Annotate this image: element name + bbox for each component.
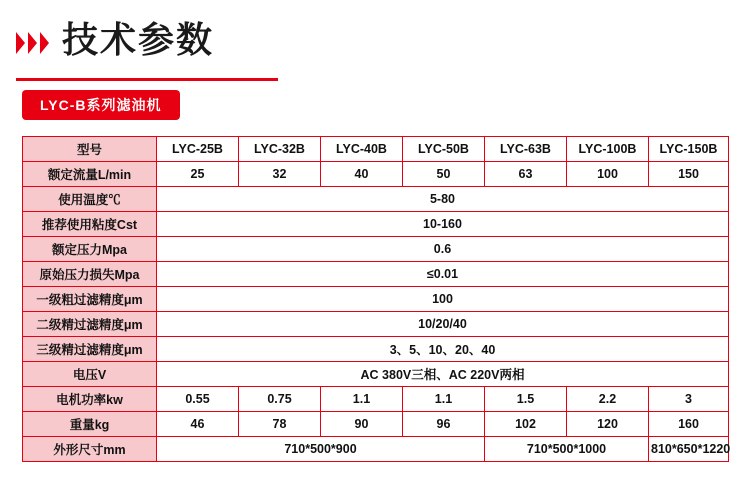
table-row	[23, 287, 729, 312]
table-cell: 1.1	[321, 387, 403, 412]
table-row	[23, 362, 729, 387]
table-cell: 96	[403, 412, 485, 437]
row-header-cell: 额定压力Mpa	[23, 237, 157, 262]
chevron-right-icon	[16, 32, 25, 54]
table-cell: 5-80	[157, 187, 729, 212]
chevron-right-icon-group	[16, 32, 49, 54]
table-row	[23, 262, 729, 287]
chevron-right-icon	[40, 32, 49, 54]
row-header-cell: 型号	[23, 137, 157, 162]
table-cell: 1.5	[485, 387, 567, 412]
row-header-cell: 原始压力损失Mpa	[23, 262, 157, 287]
table-cell: 120	[567, 412, 649, 437]
table-cell: 10/20/40	[157, 312, 729, 337]
table-cell: 150	[649, 162, 729, 187]
series-label-text: LYC-B系列滤油机	[40, 97, 162, 113]
table-cell: 102	[485, 412, 567, 437]
column-header-cell: LYC-25B	[157, 137, 239, 162]
page-header	[0, 14, 750, 70]
row-header-cell: 电压V	[23, 362, 157, 387]
table-row	[23, 212, 729, 237]
column-header-cell: LYC-100B	[567, 137, 649, 162]
table-cell: 2.2	[567, 387, 649, 412]
table-cell: 78	[239, 412, 321, 437]
table-cell: 3	[649, 387, 729, 412]
table-cell: 1.1	[403, 387, 485, 412]
page-title: 技术参数	[62, 19, 215, 60]
row-header-cell: 一级粗过滤精度μm	[23, 287, 157, 312]
table-cell: 32	[239, 162, 321, 187]
spec-table-container	[22, 136, 731, 462]
table-cell: 10-160	[157, 212, 729, 237]
table-cell: 0.6	[157, 237, 729, 262]
table-row	[23, 162, 729, 187]
column-header-cell: LYC-63B	[485, 137, 567, 162]
table-cell: 63	[485, 162, 567, 187]
row-header-cell: 外形尺寸mm	[23, 437, 157, 462]
table-cell: 0.75	[239, 387, 321, 412]
table-cell: 50	[403, 162, 485, 187]
table-row	[23, 137, 729, 162]
row-header-cell: 三级精过滤精度μm	[23, 337, 157, 362]
column-header-cell: LYC-32B	[239, 137, 321, 162]
title-underline	[16, 78, 278, 81]
table-cell: 40	[321, 162, 403, 187]
series-label-badge	[22, 90, 180, 120]
table-cell: 810*650*1220	[649, 437, 729, 462]
table-row	[23, 387, 729, 412]
table-row	[23, 187, 729, 212]
row-header-cell: 电机功率kw	[23, 387, 157, 412]
row-header-cell: 二级精过滤精度μm	[23, 312, 157, 337]
table-cell: 90	[321, 412, 403, 437]
table-row	[23, 237, 729, 262]
chevron-right-icon	[28, 32, 37, 54]
table-cell: 0.55	[157, 387, 239, 412]
table-cell: 710*500*900	[157, 437, 485, 462]
row-header-cell: 推荐使用粘度Cst	[23, 212, 157, 237]
table-cell: 3、5、10、20、40	[157, 337, 729, 362]
column-header-cell: LYC-150B	[649, 137, 729, 162]
table-cell: 100	[157, 287, 729, 312]
table-cell: 46	[157, 412, 239, 437]
column-header-cell: LYC-50B	[403, 137, 485, 162]
table-cell: AC 380V三相、AC 220V两相	[157, 362, 729, 387]
table-row	[23, 337, 729, 362]
table-row	[23, 412, 729, 437]
column-header-cell: LYC-40B	[321, 137, 403, 162]
row-header-cell: 额定流量L/min	[23, 162, 157, 187]
table-cell: 710*500*1000	[485, 437, 649, 462]
spec-table	[22, 136, 729, 462]
row-header-cell: 重量kg	[23, 412, 157, 437]
table-cell: 100	[567, 162, 649, 187]
table-cell: 160	[649, 412, 729, 437]
row-header-cell: 使用温度℃	[23, 187, 157, 212]
table-cell: ≤0.01	[157, 262, 729, 287]
table-row	[23, 437, 729, 462]
table-cell: 25	[157, 162, 239, 187]
table-row	[23, 312, 729, 337]
